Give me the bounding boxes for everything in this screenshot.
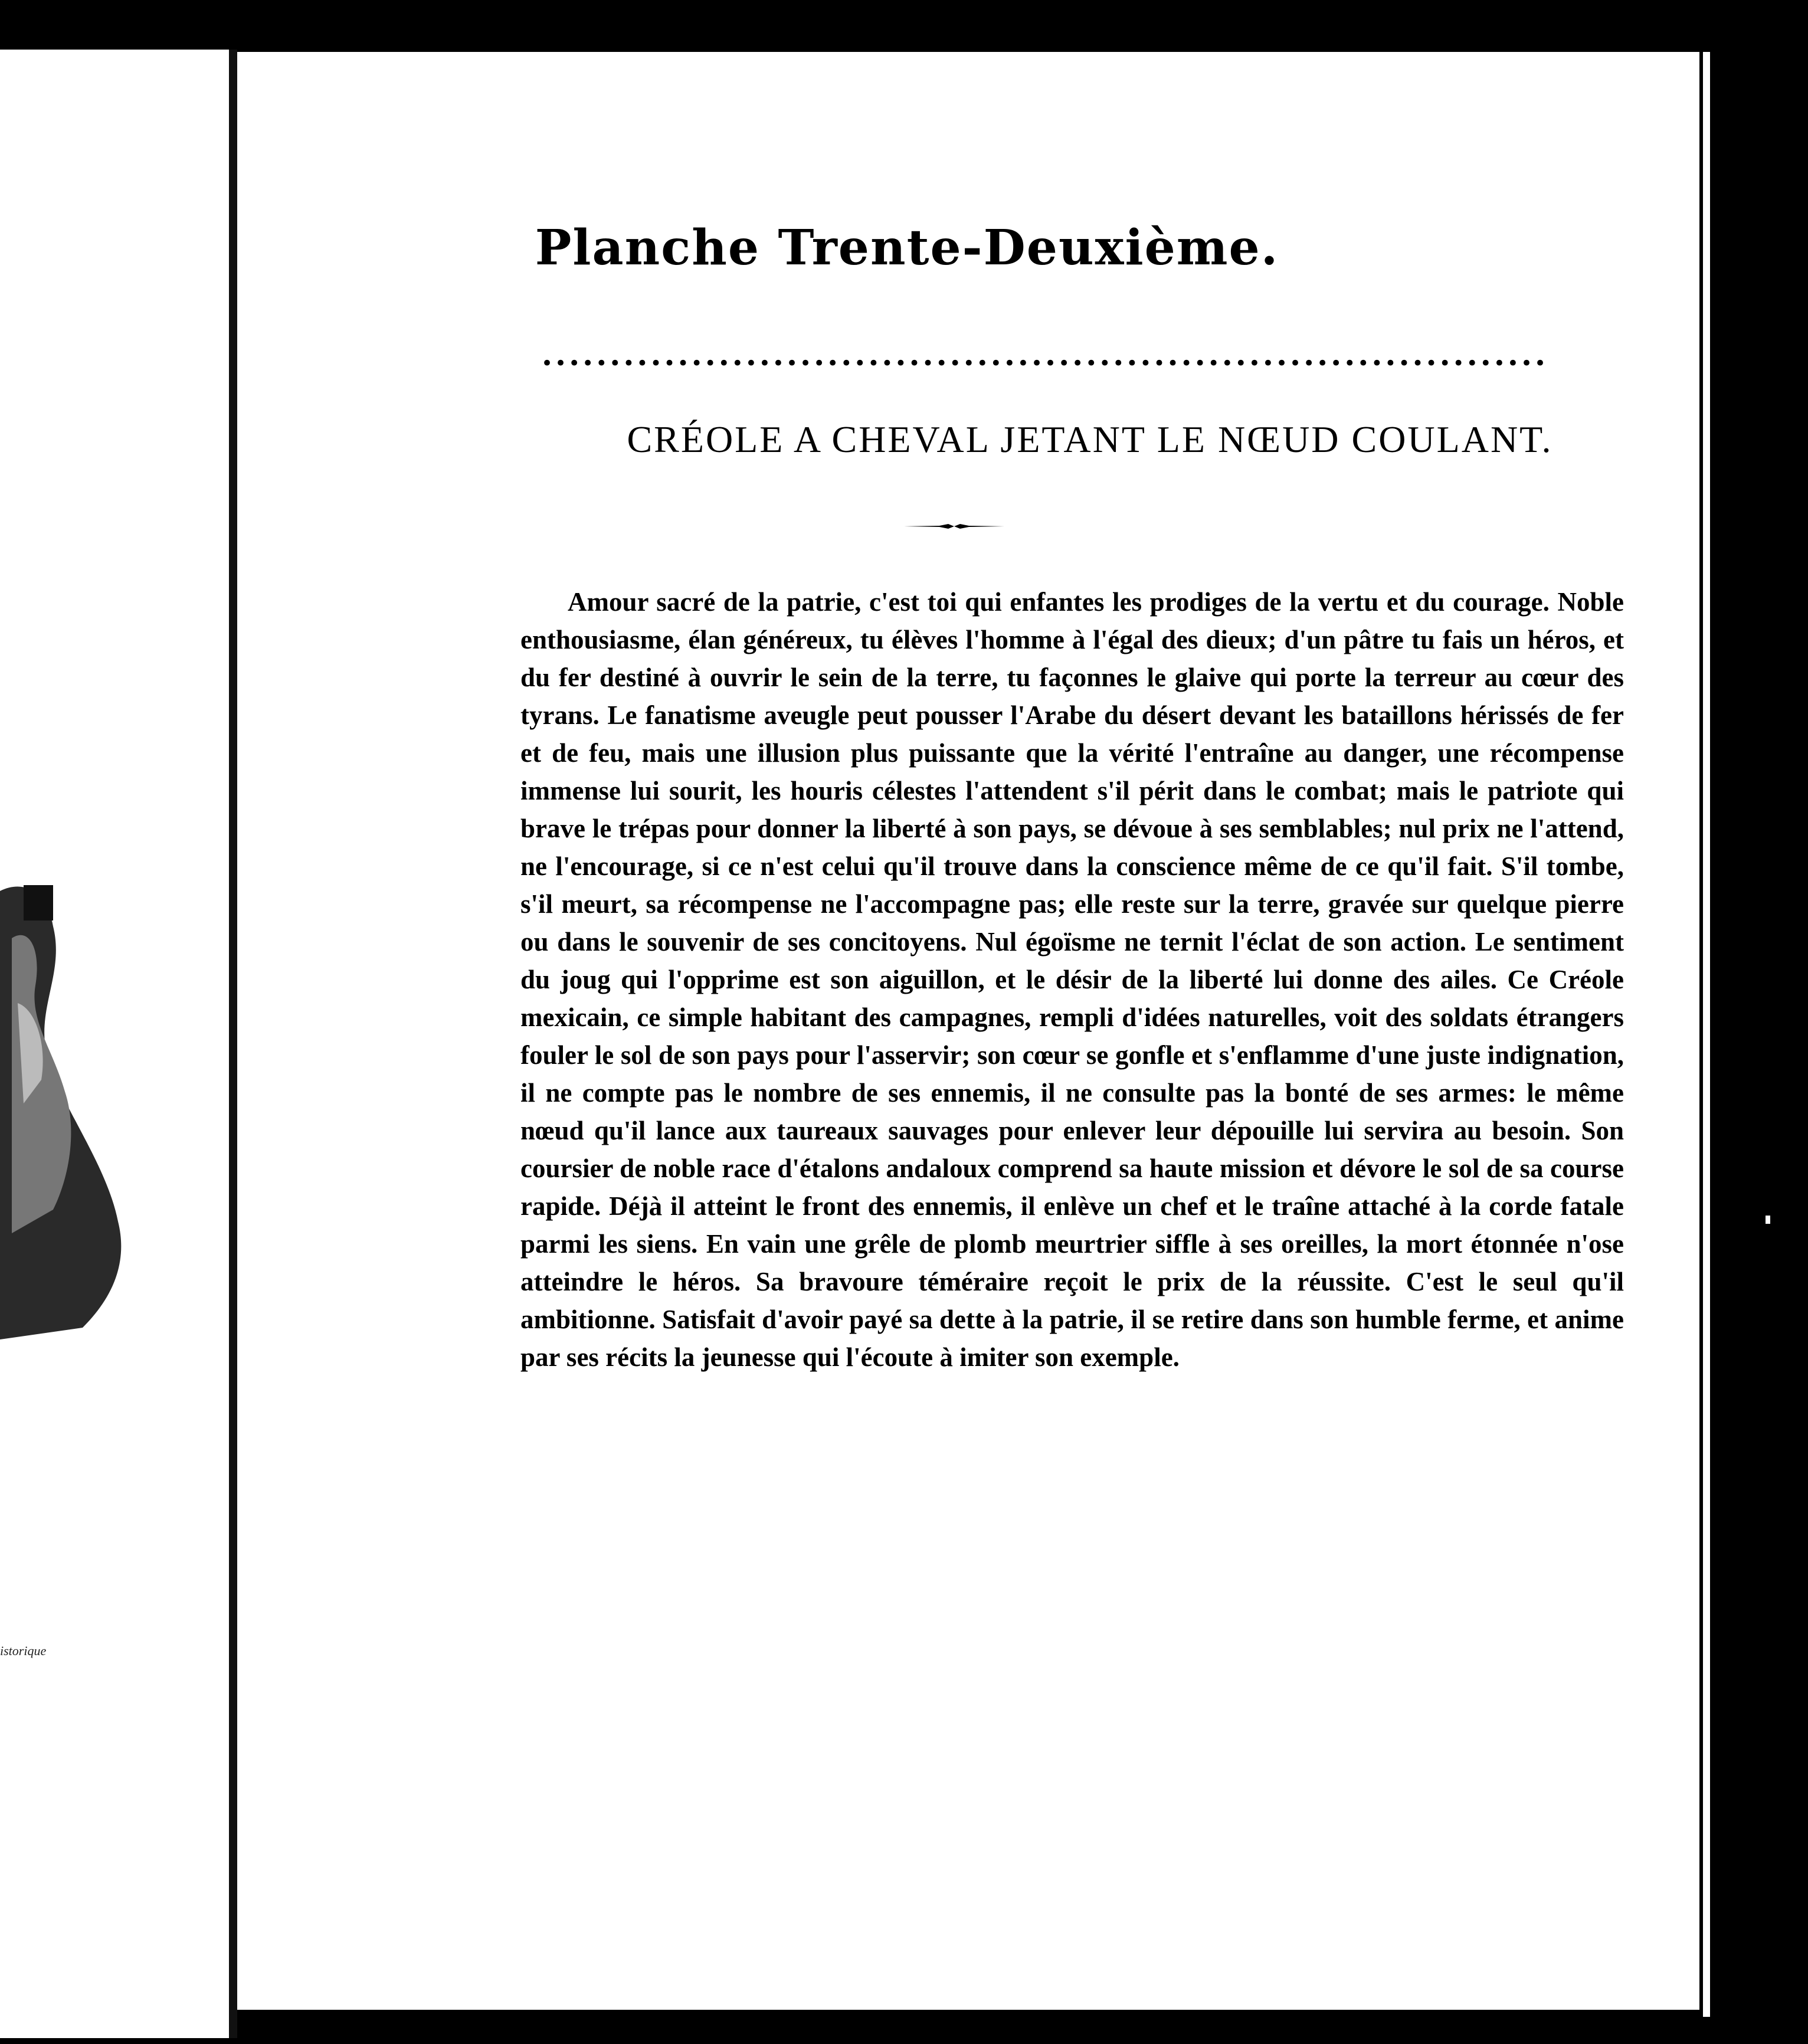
engraving-fragment — [0, 856, 171, 1339]
ornament-divider — [904, 520, 1004, 532]
section-heading: CRÉOLE A CHEVAL JETANT LE NŒUD COULANT. — [627, 418, 1553, 460]
dotted-rule: •••••••••••••••••••••••••••••••••••••••••••••••••••••••••••••••••••••••••• — [541, 353, 1548, 374]
plate-title: Planche Trente-Deuxième. — [535, 220, 1279, 276]
body-paragraph: Amour sacré de la patrie, c'est toi qui enfantes les prodiges de la vertu et du courage. Noble enthousiasme, élan généreux, tu élèves l'homme à l'égal des dieux; d'un pâtre tu fais un héros, et du fer destiné à ouvrir le sein de la terre, tu façonnes le glaive qui porte la terreur au cœur des tyrans. Le fanatisme aveugle peut pousser l'Arabe du désert devant les bataillons hérissés de fer et de feu, mais une illusion plus puissante que la vérité l'entraîne au danger, une récompense immense lui sourit, les houris célestes l'attendent s'il périt dans le combat; mais le patriote qui brave le trépas pour donner la liberté à son pays, se dévoue à ses semblables; nul prix ne l'attend, ne l'encourage, si ce n'est celui qu'il trouve dans la conscience même de ce qu'il fait. S'il tombe, s'il meurt, sa récompense ne l'accompagne pas; elle reste sur la terre, gravée sur quelque pierre ou dans le souvenir de ses concitoyens. Nul égoïsme ne ternit l'éclat de son action. Le sentiment du joug qui l'opprime est son aiguillon, et le désir de la liberté lui donne des ailes. Ce Créole mexicain, ce simple habitant des campagnes, rempli d'idées naturelles, voit des soldats étrangers fouler le sol de son pays pour l'asservir; son cœur se gonfle et s'enflamme d'une juste indignation, il ne compte pas le nombre de ses ennemis, il ne consulte pas la bonté de ses armes: le même nœud qu'il lance aux taureaux sauvages pour enlever leur dépouille lui servira au besoin. Son coursier de noble race d'étalons andaloux comprend sa haute mission et dévore le sol de sa course rapide. Déjà il atteint le front des ennemis, il enlève un chef et le traîne attaché à la corde fatale parmi les siens. En vain une grêle de plomb meurtrier siffle à ses oreilles, la mort étonnée n'ose atteindre le héros. Sa bravoure téméraire reçoit le prix de la réussite. C'est le seul qu'il ambitionne. Satisfait d'avoir payé sa dette à la patrie, il se retire dans son humble ferme, et anime par ses récits la jeunesse qui l'écoute à imiter son exemple. — [520, 587, 1624, 1372]
page-right-edge — [1699, 52, 1710, 2017]
scan-mark — [1766, 1216, 1770, 1224]
page-gutter — [229, 50, 237, 2038]
text-page — [237, 52, 1699, 2010]
left-page-caption: istorique — [0, 1643, 47, 1658]
